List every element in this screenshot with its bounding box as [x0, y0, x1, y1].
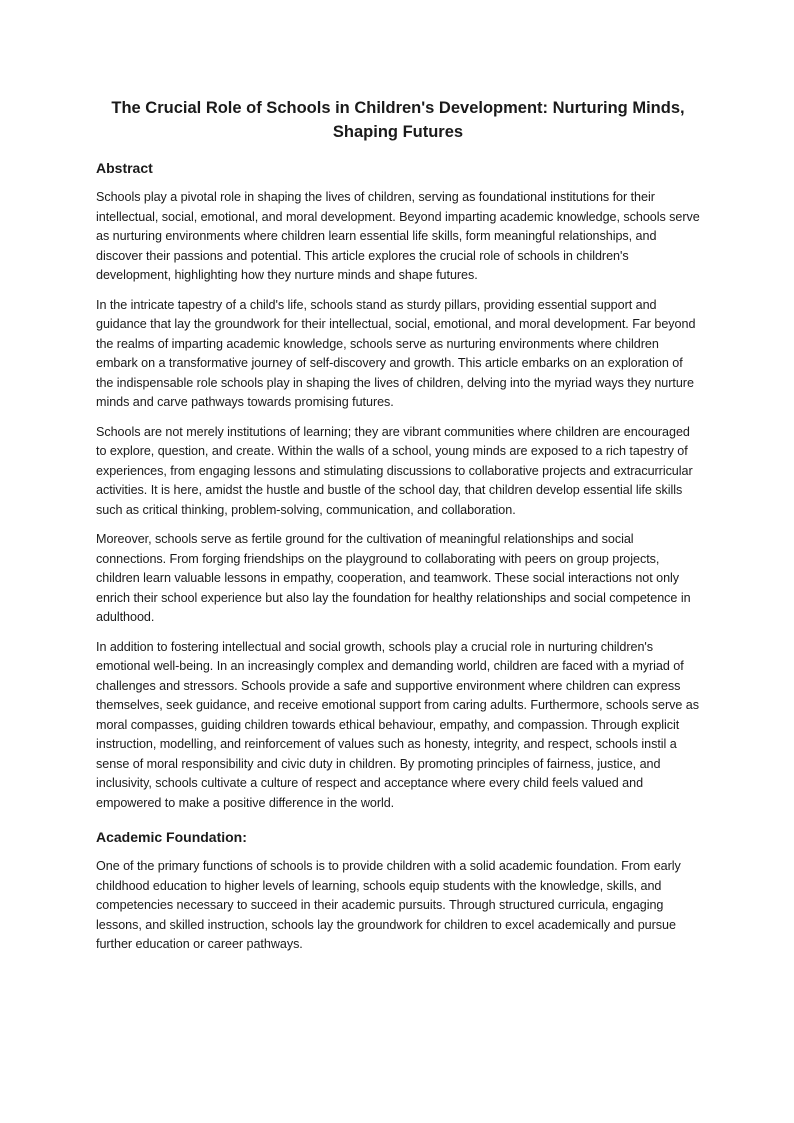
- academic-foundation-heading: Academic Foundation:: [96, 829, 247, 845]
- body-paragraph-communities: Schools are not merely institutions of learning; they are vibrant communities where children are encouraged to explore, question, and create. Within the walls of a school, young minds are exposed to a rich tapestry of experiences, from engaging lessons and stimulating discussions to collaborative projects and extracurricular activities. It is here, amidst the hustle and bustle of the school day, that children develop essential life skills such as critical thinking, problem-solving, communication, and collaboration.: [96, 424, 693, 517]
- abstract-heading: Abstract: [96, 160, 153, 176]
- abstract-paragraph: Schools play a pivotal role in shaping the lives of children, serving as foundational institutions for their intellectual, social, emotional, and moral development. Beyond imparting academic knowledge, schools serve as nurturing environments where children learn essential life skills, form meaningful relationships, and discover their passions and potential. This article explores the crucial role of schools in children's development, highlighting how they nurture minds and shape futures.: [96, 190, 700, 282]
- body-paragraph-tapestry: In the intricate tapestry of a child's life, schools stand as sturdy pillars, providing essential support and guidance that lay the groundwork for their intellectual, social, emotional, and moral development. Far beyond the realms of imparting academic knowledge, schools serve as nurturing environments where children embark on a transformative journey of self-discovery and growth. This article embarks on an exploration of the indispensable role schools play in shaping the lives of children, delving into the myriad ways they nurture minds and carve pathways towards promising futures.: [96, 297, 696, 409]
- document-title: The Crucial Role of Schools in Children's Development: Nurturing Minds, Shaping Futures: [111, 99, 685, 141]
- body-paragraph-relationships: Moreover, schools serve as fertile ground for the cultivation of meaningful relationships and social connections. From forging friendships on the playground to collaborating with peers on group projects, children learn valuable lessons in empathy, cooperation, and teamwork. These social interactions not only enrich their school experience but also lay the foundation for healthy relationships and social competence in adulthood.: [96, 532, 691, 624]
- academic-foundation-paragraph: One of the primary functions of schools is to provide children with a solid academic foundation. From early childhood education to higher levels of learning, schools equip students with the knowledge, skills, and competencies necessary to succeed in their academic pursuits. Through structured curricula, engaging lessons, and skilled instruction, schools lay the groundwork for children to excel academically and pursue further education or career pathways.: [96, 859, 681, 951]
- document-page: [96, 96, 700, 965]
- body-paragraph-emotional: In addition to fostering intellectual and social growth, schools play a crucial role in nurturing children's emotional well-being. In an increasingly complex and demanding world, children are faced with a myriad of challenges and stressors. Schools provide a safe and supportive environment where children can express themselves, seek guidance, and receive emotional support from caring adults. Furthermore, schools serve as moral compasses, guiding children towards ethical behaviour, empathy, and compassion. Through explicit instruction, modelling, and reinforcement of values such as honesty, integrity, and respect, schools instil a sense of moral responsibility and civic duty in children. By promoting principles of fairness, justice, and inclusivity, schools cultivate a culture of respect and acceptance where every child feels valued and empowered to make a positive difference in the world.: [96, 639, 699, 810]
